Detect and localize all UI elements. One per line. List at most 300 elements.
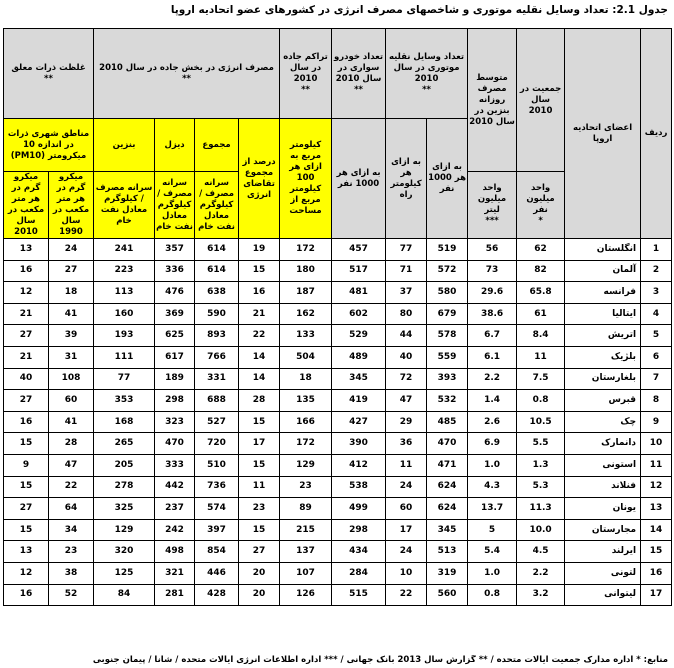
cars-per-1000: 515 — [332, 584, 386, 606]
energy-total: 510 — [195, 454, 239, 476]
pm-2010: 27 — [4, 498, 49, 520]
vehicles-per-1000: 471 — [427, 454, 468, 476]
vehicles-per-1000: 560 — [427, 584, 468, 606]
energy-petrol-sub: سرانه مصرف / کیلوگرم معادل نفت خام — [94, 172, 155, 239]
population: 10.0 — [517, 519, 565, 541]
table-body — [4, 239, 672, 606]
cars-note: ** — [354, 84, 363, 95]
fuel-use: 29.6 — [468, 282, 517, 304]
vehicles-per-1000: 624 — [427, 476, 468, 498]
table-row — [4, 584, 672, 606]
population: 0.8 — [517, 390, 565, 412]
pm-sub-header: مناطق شهری ذرات در اندازه 10 میکرومتر (PM10) — [4, 119, 94, 172]
pm-1990: 34 — [49, 519, 94, 541]
pm-1990: 52 — [49, 584, 94, 606]
table-row — [4, 346, 672, 368]
road-density: 166 — [280, 411, 332, 433]
pm-2010: 12 — [4, 562, 49, 584]
energy-total: 736 — [195, 476, 239, 498]
energy-pct: 20 — [239, 584, 280, 606]
pm-1990: 23 — [49, 541, 94, 563]
table-row — [4, 498, 672, 520]
fuel-use: 38.6 — [468, 303, 517, 325]
pm-2010: 15 — [4, 476, 49, 498]
energy-petrol: 113 — [94, 282, 155, 304]
fuel-use: 0.8 — [468, 584, 517, 606]
energy-diesel-sub: سرانه مصرف / کیلوگرم معادل نفت خام — [155, 172, 195, 239]
vehicles-per-1000: 345 — [427, 519, 468, 541]
pm-2010: 15 — [4, 519, 49, 541]
row-number: 13 — [641, 498, 672, 520]
fuel-use: 4.3 — [468, 476, 517, 498]
road-density: 126 — [280, 584, 332, 606]
col-road-header — [280, 29, 332, 119]
energy-petrol: 125 — [94, 562, 155, 584]
energy-pct: 15 — [239, 260, 280, 282]
country-name: اتریش — [565, 325, 641, 347]
population: 1.3 — [517, 454, 565, 476]
energy-diesel: 189 — [155, 368, 195, 390]
veh-per-km-header: به ازای هر کیلومتر راه — [386, 119, 427, 239]
table-row — [4, 476, 672, 498]
pm-1990: 28 — [49, 433, 94, 455]
energy-petrol: 193 — [94, 325, 155, 347]
vehicles-title: تعداد وسایل نقلیه موتوری در سال 2010 — [388, 51, 465, 84]
pm-2010: 16 — [4, 584, 49, 606]
col-population-header — [517, 29, 565, 172]
energy-diesel: 357 — [155, 239, 195, 261]
col-pm-header — [4, 29, 94, 119]
energy-diesel-header: دیزل — [155, 119, 195, 172]
pm-1990: 27 — [49, 260, 94, 282]
col-radif-header: ردیف — [641, 29, 672, 239]
road-density: 187 — [280, 282, 332, 304]
cars-per-1000: 499 — [332, 498, 386, 520]
vehicles-per-1000: 485 — [427, 411, 468, 433]
table-row — [4, 390, 672, 412]
population: 5.5 — [517, 433, 565, 455]
population-note: * — [538, 216, 543, 226]
vehicles-per-km: 29 — [386, 411, 427, 433]
energy-total: 614 — [195, 239, 239, 261]
population: 11.3 — [517, 498, 565, 520]
vehicles-per-1000: 519 — [427, 239, 468, 261]
data-table — [3, 28, 672, 606]
fuel-note: *** — [485, 216, 499, 226]
pm-1990: 47 — [49, 454, 94, 476]
pm-2010: 27 — [4, 390, 49, 412]
road-sub-header: کیلومتر مربع به ازای هر 100 کیلومتر مربع از مساحت — [280, 119, 332, 239]
energy-petrol: 353 — [94, 390, 155, 412]
cars-per-1000: 298 — [332, 519, 386, 541]
table-row — [4, 562, 672, 584]
population: 2.2 — [517, 562, 565, 584]
cars-per-1000: 434 — [332, 541, 386, 563]
vehicles-per-1000: 470 — [427, 433, 468, 455]
country-name: بلغارستان — [565, 368, 641, 390]
table-row — [4, 325, 672, 347]
energy-total: 446 — [195, 562, 239, 584]
fuel-unit-text: واحد میلیون لیتر — [477, 183, 507, 215]
country-name: لتونی — [565, 562, 641, 584]
energy-total: 614 — [195, 260, 239, 282]
energy-diesel: 369 — [155, 303, 195, 325]
population: 3.2 — [517, 584, 565, 606]
row-number: 6 — [641, 346, 672, 368]
energy-petrol: 223 — [94, 260, 155, 282]
population: 7.5 — [517, 368, 565, 390]
energy-diesel: 281 — [155, 584, 195, 606]
energy-petrol: 278 — [94, 476, 155, 498]
energy-pct: 21 — [239, 303, 280, 325]
row-number: 8 — [641, 390, 672, 412]
energy-pct: 16 — [239, 282, 280, 304]
vehicles-per-km: 77 — [386, 239, 427, 261]
fuel-use: 13.7 — [468, 498, 517, 520]
row-number: 15 — [641, 541, 672, 563]
col-country-header: اعضای اتحادیه اروپا — [565, 29, 641, 239]
pm-2010: 15 — [4, 433, 49, 455]
road-note: ** — [301, 84, 310, 95]
energy-total: 590 — [195, 303, 239, 325]
energy-petrol: 77 — [94, 368, 155, 390]
cars-title: تعداد خودرو سواری در سال 2010 — [333, 51, 384, 84]
energy-total: 397 — [195, 519, 239, 541]
population: 82 — [517, 260, 565, 282]
row-number: 10 — [641, 433, 672, 455]
col-energy-header — [94, 29, 280, 119]
vehicles-per-1000: 580 — [427, 282, 468, 304]
country-name: فنلاند — [565, 476, 641, 498]
energy-petrol: 84 — [94, 584, 155, 606]
vehicles-per-km: 71 — [386, 260, 427, 282]
population: 62 — [517, 239, 565, 261]
energy-total-header: مجموع — [195, 119, 239, 172]
vehicles-per-1000: 578 — [427, 325, 468, 347]
vehicles-per-km: 60 — [386, 498, 427, 520]
vehicles-per-1000: 572 — [427, 260, 468, 282]
pm-2010: 40 — [4, 368, 49, 390]
population: 4.5 — [517, 541, 565, 563]
pm-2010: 12 — [4, 282, 49, 304]
vehicles-per-1000: 559 — [427, 346, 468, 368]
energy-diesel: 625 — [155, 325, 195, 347]
energy-total: 688 — [195, 390, 239, 412]
road-density: 135 — [280, 390, 332, 412]
energy-petrol: 205 — [94, 454, 155, 476]
vehicles-per-1000: 393 — [427, 368, 468, 390]
fuel-use: 1.4 — [468, 390, 517, 412]
fuel-use: 56 — [468, 239, 517, 261]
vehicles-per-km: 37 — [386, 282, 427, 304]
vehicles-per-km: 17 — [386, 519, 427, 541]
country-name: مجارستان — [565, 519, 641, 541]
energy-pct: 23 — [239, 498, 280, 520]
energy-total: 638 — [195, 282, 239, 304]
energy-pct: 14 — [239, 346, 280, 368]
row-number: 12 — [641, 476, 672, 498]
cars-per-1000: 284 — [332, 562, 386, 584]
population-unit — [517, 172, 565, 239]
population: 61 — [517, 303, 565, 325]
energy-total: 428 — [195, 584, 239, 606]
pm-1990: 39 — [49, 325, 94, 347]
row-number: 11 — [641, 454, 672, 476]
energy-pct: 14 — [239, 368, 280, 390]
fuel-use: 6.7 — [468, 325, 517, 347]
row-number: 2 — [641, 260, 672, 282]
road-density: 89 — [280, 498, 332, 520]
pm-2010: 9 — [4, 454, 49, 476]
country-name: انگلستان — [565, 239, 641, 261]
pm-2010: 13 — [4, 239, 49, 261]
road-density: 172 — [280, 239, 332, 261]
cars-per-1000: 419 — [332, 390, 386, 412]
country-name: قبرس — [565, 390, 641, 412]
vehicles-per-km: 40 — [386, 346, 427, 368]
energy-total: 574 — [195, 498, 239, 520]
country-name: لیتوانی — [565, 584, 641, 606]
energy-pct: 11 — [239, 476, 280, 498]
energy-petrol: 111 — [94, 346, 155, 368]
pm-1990: 31 — [49, 346, 94, 368]
energy-note: ** — [182, 73, 191, 84]
vehicles-per-1000: 532 — [427, 390, 468, 412]
energy-total: 720 — [195, 433, 239, 455]
fuel-use: 6.9 — [468, 433, 517, 455]
table-row — [4, 454, 672, 476]
pm-1990: 22 — [49, 476, 94, 498]
cars-per-1000: 412 — [332, 454, 386, 476]
col-fuel-header — [468, 29, 517, 172]
table-row — [4, 519, 672, 541]
veh-per-1000-header: به ازای هر 1000 نفر — [427, 119, 468, 239]
road-density: 215 — [280, 519, 332, 541]
vehicles-per-km: 22 — [386, 584, 427, 606]
cars-per-1000: 345 — [332, 368, 386, 390]
table-row — [4, 541, 672, 563]
energy-pct: 28 — [239, 390, 280, 412]
cars-per-1000: 457 — [332, 239, 386, 261]
cars-per-1000: 538 — [332, 476, 386, 498]
energy-diesel: 617 — [155, 346, 195, 368]
energy-pct: 27 — [239, 541, 280, 563]
table-row — [4, 433, 672, 455]
country-name: بلژیک — [565, 346, 641, 368]
table-row — [4, 282, 672, 304]
population: 65.8 — [517, 282, 565, 304]
energy-petrol: 265 — [94, 433, 155, 455]
col-vehicles-header — [386, 29, 468, 119]
row-number: 7 — [641, 368, 672, 390]
country-name: فرانسه — [565, 282, 641, 304]
row-number: 5 — [641, 325, 672, 347]
pm-2010: 21 — [4, 303, 49, 325]
cars-per-1000: 427 — [332, 411, 386, 433]
road-density: 107 — [280, 562, 332, 584]
cars-per-1000: 529 — [332, 325, 386, 347]
row-number: 1 — [641, 239, 672, 261]
road-title: تراکم جاده در سال 2010 — [283, 51, 328, 84]
pm-2010: 21 — [4, 346, 49, 368]
country-name: چک — [565, 411, 641, 433]
energy-pct: 15 — [239, 454, 280, 476]
energy-diesel: 442 — [155, 476, 195, 498]
energy-total: 766 — [195, 346, 239, 368]
vehicles-per-km: 24 — [386, 541, 427, 563]
energy-diesel: 336 — [155, 260, 195, 282]
cars-per-1000: 517 — [332, 260, 386, 282]
energy-diesel: 333 — [155, 454, 195, 476]
energy-petrol: 129 — [94, 519, 155, 541]
cars-per-1000-header: به ازای هر 1000 نفر — [332, 119, 386, 239]
energy-petrol: 241 — [94, 239, 155, 261]
table-row — [4, 411, 672, 433]
pm-1990: 18 — [49, 282, 94, 304]
vehicles-per-km: 80 — [386, 303, 427, 325]
energy-pct: 19 — [239, 239, 280, 261]
country-name: دانمارک — [565, 433, 641, 455]
country-name: یونان — [565, 498, 641, 520]
pm-title: غلظت ذرات معلق — [11, 62, 86, 73]
road-density: 137 — [280, 541, 332, 563]
road-density: 504 — [280, 346, 332, 368]
energy-petrol: 160 — [94, 303, 155, 325]
vehicles-per-km: 36 — [386, 433, 427, 455]
vehicles-per-1000: 679 — [427, 303, 468, 325]
energy-diesel: 321 — [155, 562, 195, 584]
fuel-title: متوسط مصرف روزانه بنزین در سال 2010 — [469, 72, 515, 127]
pm-2010: 16 — [4, 260, 49, 282]
pm-2010: 27 — [4, 325, 49, 347]
vehicles-per-1000: 624 — [427, 498, 468, 520]
table-row — [4, 368, 672, 390]
pm1990-header: میکرو گرم در هر متر مکعب در سال 1990 — [49, 172, 94, 239]
pm2010-header: میکرو گرم در هر متر مکعب در سال 2010 — [4, 172, 49, 239]
table-row — [4, 260, 672, 282]
energy-pct-header: درصد از مجموع تقاضای انرژی — [239, 119, 280, 239]
fuel-use: 1.0 — [468, 562, 517, 584]
country-name: ایتالیا — [565, 303, 641, 325]
cars-per-1000: 602 — [332, 303, 386, 325]
population: 10.5 — [517, 411, 565, 433]
row-number: 3 — [641, 282, 672, 304]
country-name: استونی — [565, 454, 641, 476]
fuel-unit — [468, 172, 517, 239]
vehicles-per-km: 24 — [386, 476, 427, 498]
energy-petrol-header: بنزین — [94, 119, 155, 172]
energy-total: 331 — [195, 368, 239, 390]
population: 8.4 — [517, 325, 565, 347]
road-density: 162 — [280, 303, 332, 325]
vehicles-per-1000: 513 — [427, 541, 468, 563]
population-unit-text: واحد میلیون نفر — [526, 183, 555, 215]
country-name: آلمان — [565, 260, 641, 282]
energy-pct: 17 — [239, 433, 280, 455]
road-density: 129 — [280, 454, 332, 476]
pm-1990: 38 — [49, 562, 94, 584]
pm-2010: 16 — [4, 411, 49, 433]
fuel-use: 5.4 — [468, 541, 517, 563]
energy-pct: 15 — [239, 519, 280, 541]
energy-petrol: 320 — [94, 541, 155, 563]
population-title: جمعیت در سال 2010 — [519, 83, 562, 116]
table-title: جدول 2.1: تعداد وسایل نقلیه موتوری و شاخصهای مصرف انرژی در کشورهای عضو اتحادیه اروپا — [170, 4, 668, 16]
energy-diesel: 476 — [155, 282, 195, 304]
cars-per-1000: 489 — [332, 346, 386, 368]
vehicles-per-km: 47 — [386, 390, 427, 412]
energy-pct: 22 — [239, 325, 280, 347]
row-number: 16 — [641, 562, 672, 584]
energy-diesel: 498 — [155, 541, 195, 563]
fuel-use: 73 — [468, 260, 517, 282]
table-row — [4, 239, 672, 261]
row-number: 9 — [641, 411, 672, 433]
footnote: منابع: * اداره مدارک جمعیت ایالات متحده / ** گزارش سال 2013 بانک جهانی / *** اداره اطلاعات انرژی ایالات متحده / شانا / پیمان جنوبی — [92, 655, 668, 665]
fuel-use: 5 — [468, 519, 517, 541]
vehicles-note: ** — [422, 84, 431, 95]
population: 11 — [517, 346, 565, 368]
pm-1990: 60 — [49, 390, 94, 412]
energy-diesel: 323 — [155, 411, 195, 433]
energy-diesel: 298 — [155, 390, 195, 412]
header-row-1 — [4, 29, 672, 119]
row-number: 14 — [641, 519, 672, 541]
pm-1990: 41 — [49, 411, 94, 433]
vehicles-per-km: 44 — [386, 325, 427, 347]
pm-2010: 13 — [4, 541, 49, 563]
energy-total: 854 — [195, 541, 239, 563]
energy-title: مصرف انرژی در بخش جاده در سال 2010 — [99, 62, 274, 73]
road-density: 18 — [280, 368, 332, 390]
energy-total-sub: سرانه مصرف / کیلوگرم معادل نفت خام — [195, 172, 239, 239]
road-density: 172 — [280, 433, 332, 455]
vehicles-per-km: 11 — [386, 454, 427, 476]
energy-petrol: 168 — [94, 411, 155, 433]
population: 5.3 — [517, 476, 565, 498]
pm-1990: 64 — [49, 498, 94, 520]
fuel-use: 6.1 — [468, 346, 517, 368]
energy-pct: 15 — [239, 411, 280, 433]
fuel-use: 1.0 — [468, 454, 517, 476]
cars-per-1000: 390 — [332, 433, 386, 455]
pm-1990: 41 — [49, 303, 94, 325]
energy-total: 527 — [195, 411, 239, 433]
energy-petrol: 325 — [94, 498, 155, 520]
road-density: 180 — [280, 260, 332, 282]
pm-1990: 108 — [49, 368, 94, 390]
country-name: ایرلند — [565, 541, 641, 563]
cars-per-1000: 481 — [332, 282, 386, 304]
energy-pct: 20 — [239, 562, 280, 584]
vehicles-per-km: 72 — [386, 368, 427, 390]
vehicles-per-1000: 319 — [427, 562, 468, 584]
road-density: 133 — [280, 325, 332, 347]
energy-diesel: 470 — [155, 433, 195, 455]
pm-1990: 24 — [49, 239, 94, 261]
energy-total: 893 — [195, 325, 239, 347]
vehicles-per-km: 10 — [386, 562, 427, 584]
energy-diesel: 242 — [155, 519, 195, 541]
row-number: 4 — [641, 303, 672, 325]
pm-note: ** — [44, 73, 53, 84]
row-number: 17 — [641, 584, 672, 606]
road-density: 23 — [280, 476, 332, 498]
table-row — [4, 303, 672, 325]
col-cars-header — [332, 29, 386, 119]
fuel-use: 2.6 — [468, 411, 517, 433]
fuel-use: 2.2 — [468, 368, 517, 390]
